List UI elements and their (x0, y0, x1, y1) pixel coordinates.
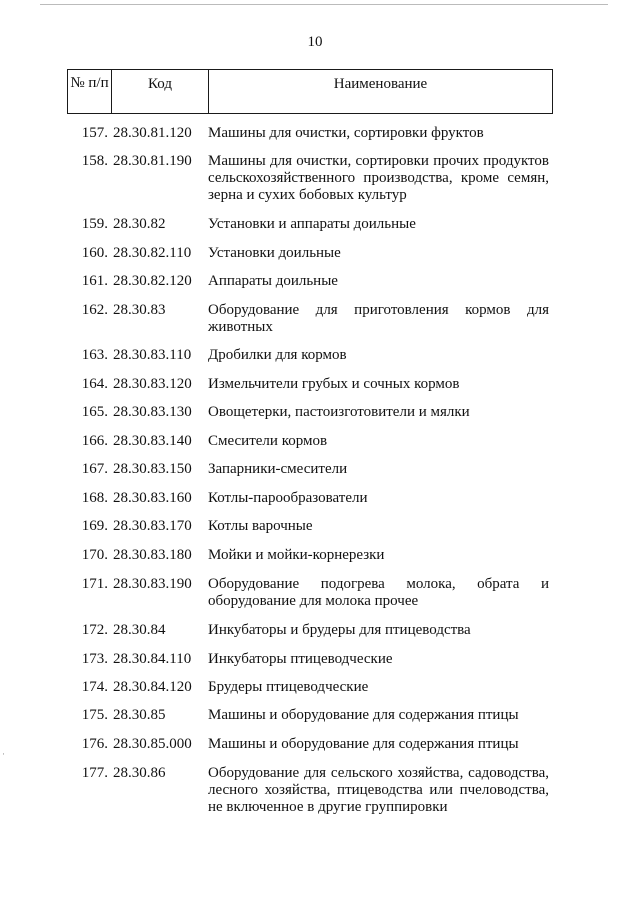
row-name: Установки и аппараты доильные (208, 216, 416, 232)
row-name: Оборудование для приготовления кормов для животных (208, 302, 549, 335)
row-num: 173. (81, 651, 108, 667)
row-code: 28.30.82 (113, 216, 166, 232)
row-name: Инкубаторы птицеводческие (208, 651, 393, 667)
row-code: 28.30.81.190 (113, 153, 192, 169)
row-num: 167. (81, 461, 108, 477)
row-num: 172. (81, 622, 108, 638)
row-num: 158. (81, 153, 108, 169)
row-code: 28.30.86 (113, 765, 166, 781)
row-code: 28.30.83.160 (113, 490, 192, 506)
row-num: 162. (81, 302, 108, 318)
row-code: 28.30.83.130 (113, 404, 192, 420)
header-code: Код (112, 70, 209, 113)
row-code: 28.30.83.140 (113, 433, 192, 449)
row-name: Брудеры птицеводческие (208, 679, 369, 695)
row-num: 175. (81, 707, 108, 723)
row-code: 28.30.85.000 (113, 736, 192, 752)
header-name: Наименование (333, 76, 428, 92)
row-num: 163. (81, 347, 108, 363)
row-name: Установки доильные (208, 245, 341, 261)
row-name: Машины и оборудование для содержания птицы (208, 736, 519, 752)
row-code: 28.30.83.120 (113, 376, 192, 392)
row-num: 160. (81, 245, 108, 261)
row-name: Котлы варочные (208, 518, 313, 534)
row-name: Запарники-смесители (208, 461, 348, 477)
row-name: Дробилки для кормов (208, 347, 347, 363)
row-num: 171. (81, 576, 108, 592)
row-code: 28.30.83.190 (113, 576, 192, 592)
row-code: 28.30.83 (113, 302, 166, 318)
row-num: 166. (81, 433, 108, 449)
row-num: 168. (81, 490, 108, 506)
row-code: 28.30.83.150 (113, 461, 192, 477)
row-num: 174. (81, 679, 108, 695)
row-name: Оборудование подогрева молока, обрата и оборудование для молока прочее (208, 576, 549, 609)
top-rule (40, 4, 608, 5)
row-name: Машины и оборудование для содержания птицы (208, 707, 519, 723)
row-code: 28.30.85 (113, 707, 166, 723)
row-code: 28.30.81.120 (113, 125, 192, 141)
row-name: Оборудование для сельского хозяйства, садоводства, лесного хозяйства, птицеводства или пчеловодства, не включенное в другие группировки (208, 765, 549, 815)
row-code: 28.30.84 (113, 622, 166, 638)
header-num: № п/п (68, 70, 112, 113)
row-name: Смесители кормов (208, 433, 328, 449)
row-name: Измельчители грубых и сочных кормов (208, 376, 460, 392)
row-num: 176. (81, 736, 108, 752)
row-name: Машины для очистки, сортировки прочих продуктов сельскохозяйственного производства, кроме семян, зерна и сухих бобовых культур (208, 153, 549, 203)
row-code: 28.30.83.110 (113, 347, 192, 363)
margin-mark: · (2, 749, 5, 759)
row-code: 28.30.82.120 (113, 273, 192, 289)
row-name: Аппараты доильные (208, 273, 338, 289)
row-name: Инкубаторы и брудеры для птицеводства (208, 622, 471, 638)
row-num: 164. (81, 376, 108, 392)
row-num: 170. (81, 547, 108, 563)
row-code: 28.30.84.110 (113, 651, 192, 667)
row-name: Овощетерки, пастоизготовители и мялки (208, 404, 470, 420)
row-num: 177. (81, 765, 108, 781)
row-code: 28.30.83.180 (113, 547, 192, 563)
row-num: 161. (81, 273, 108, 289)
table-header (67, 69, 553, 114)
row-name: Котлы-парообразователи (208, 490, 368, 506)
page-number: 10 (307, 34, 323, 50)
row-code: 28.30.82.110 (113, 245, 192, 261)
row-num: 165. (81, 404, 108, 420)
row-name: Машины для очистки, сортировки фруктов (208, 125, 484, 141)
row-code: 28.30.84.120 (113, 679, 192, 695)
row-num: 159. (81, 216, 108, 232)
row-code: 28.30.83.170 (113, 518, 192, 534)
row-name: Мойки и мойки-корнерезки (208, 547, 385, 563)
row-num: 157. (81, 125, 108, 141)
row-num: 169. (81, 518, 108, 534)
